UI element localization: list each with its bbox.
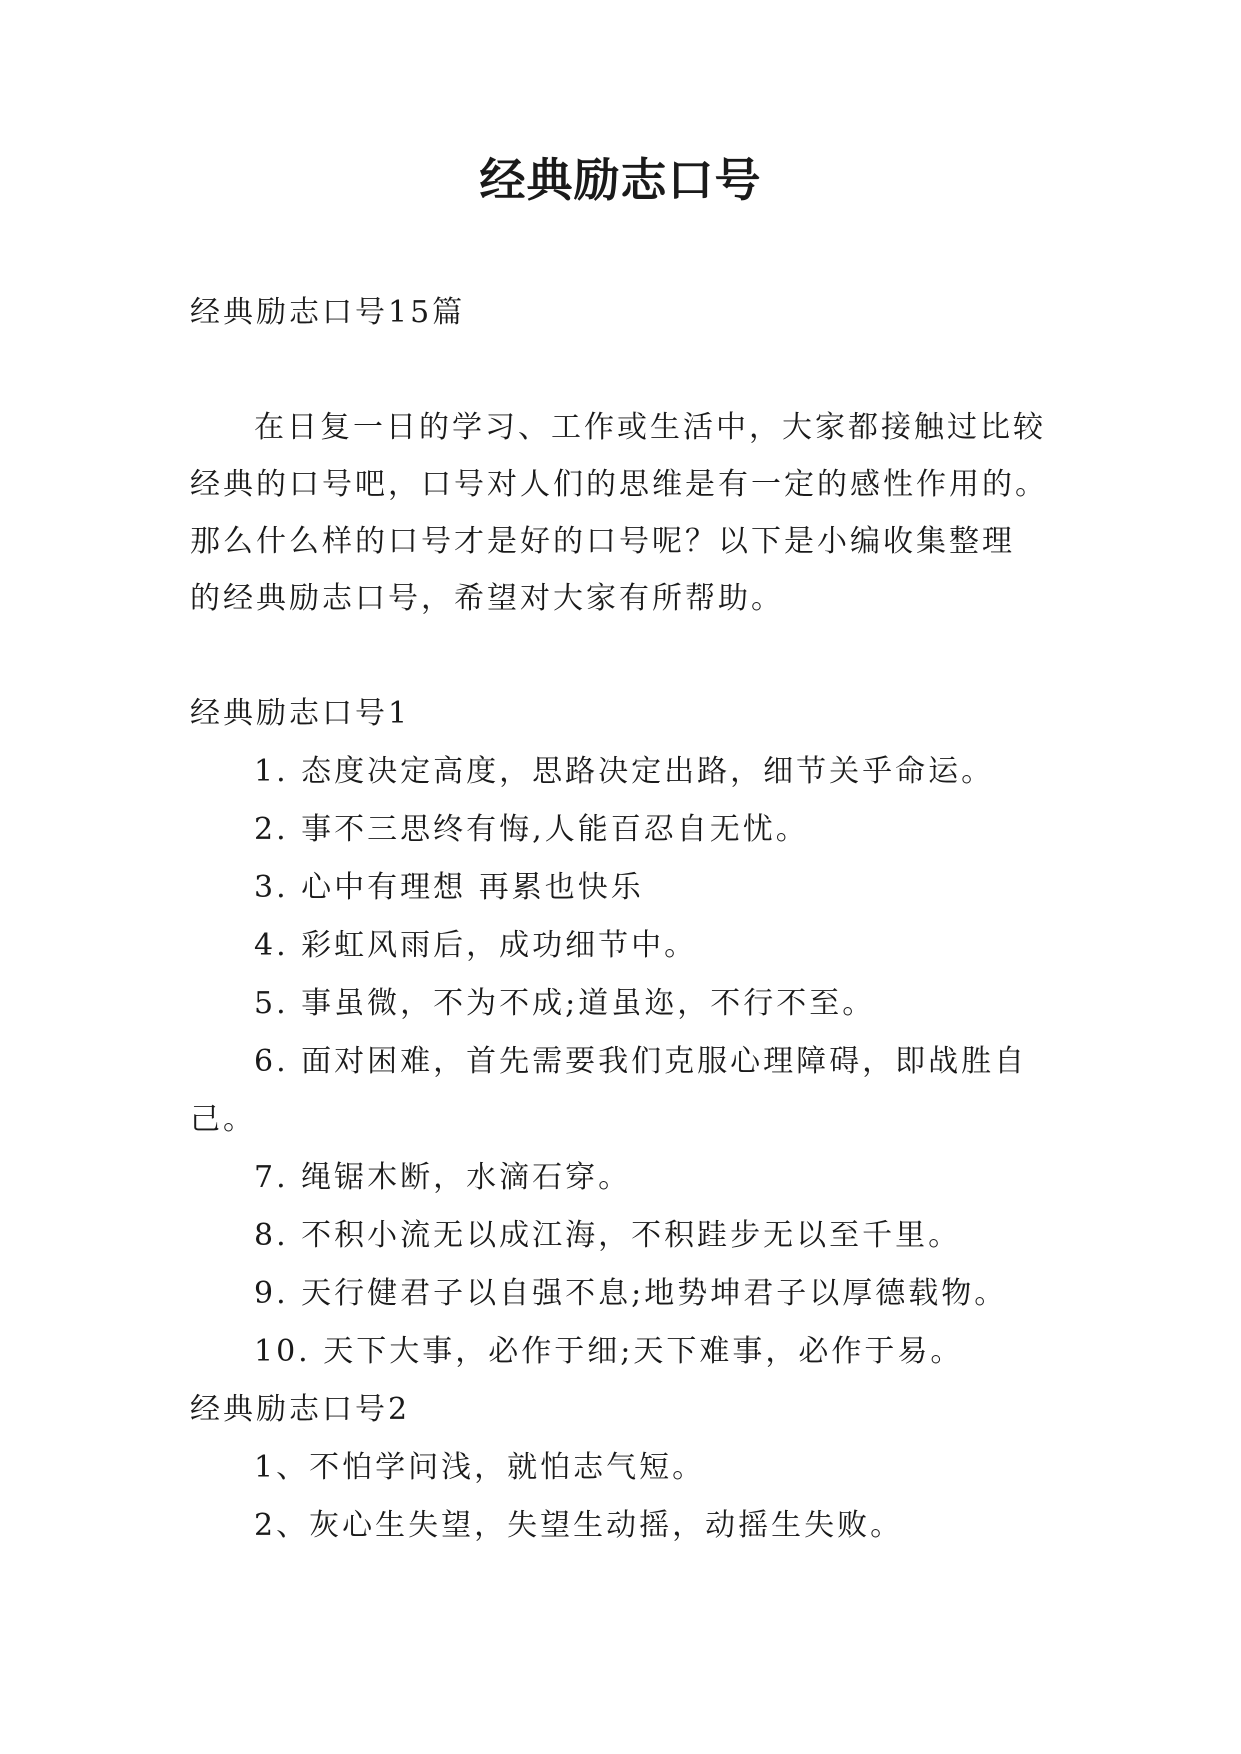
slogan-line: 2. 事不三思终有悔,人能百忍自无忧。 bbox=[254, 812, 809, 847]
page-title: 经典励志口号 bbox=[479, 153, 762, 207]
document-subtitle: 经典励志口号15篇 bbox=[190, 295, 466, 330]
intro-line: 那么什么样的口号才是好的口号呢？以下是小编收集整理 bbox=[190, 524, 1015, 559]
slogan-line: 3. 心中有理想 再累也快乐 bbox=[254, 870, 644, 905]
section-heading: 经典励志口号1 bbox=[190, 696, 411, 731]
intro-line: 经典的口号吧，口号对人们的思维是有一定的感性作用的。 bbox=[190, 467, 1048, 502]
slogan-line: 1、不怕学问浅，就怕志气短。 bbox=[254, 1450, 706, 1485]
slogan-line: 7. 绳锯木断，水滴石穿。 bbox=[254, 1160, 632, 1195]
intro-line: 在日复一日的学习、工作或生活中，大家都接触过比较 bbox=[254, 410, 1046, 445]
slogan-line: 己。 bbox=[190, 1102, 256, 1137]
slogan-line: 2、灰心生失望，失望生动摇，动摇生失败。 bbox=[254, 1508, 904, 1543]
slogan-line: 9. 天行健君子以自强不息;地势坤君子以厚德载物。 bbox=[254, 1276, 1008, 1311]
slogan-line: 1. 态度决定高度，思路决定出路，细节关乎命运。 bbox=[254, 754, 995, 789]
slogan-line: 6. 面对困难，首先需要我们克服心理障碍，即战胜自 bbox=[254, 1044, 1028, 1079]
slogan-line: 4. 彩虹风雨后，成功细节中。 bbox=[254, 928, 698, 963]
intro-line: 的经典励志口号，希望对大家有所帮助。 bbox=[190, 581, 784, 616]
slogan-line: 10. 天下大事，必作于细;天下难事，必作于易。 bbox=[254, 1334, 964, 1369]
slogan-line: 5. 事虽微，不为不成;道虽迩，不行不至。 bbox=[254, 986, 876, 1021]
slogan-line: 8. 不积小流无以成江海，不积跬步无以至千里。 bbox=[254, 1218, 962, 1253]
section-heading: 经典励志口号2 bbox=[190, 1392, 411, 1427]
